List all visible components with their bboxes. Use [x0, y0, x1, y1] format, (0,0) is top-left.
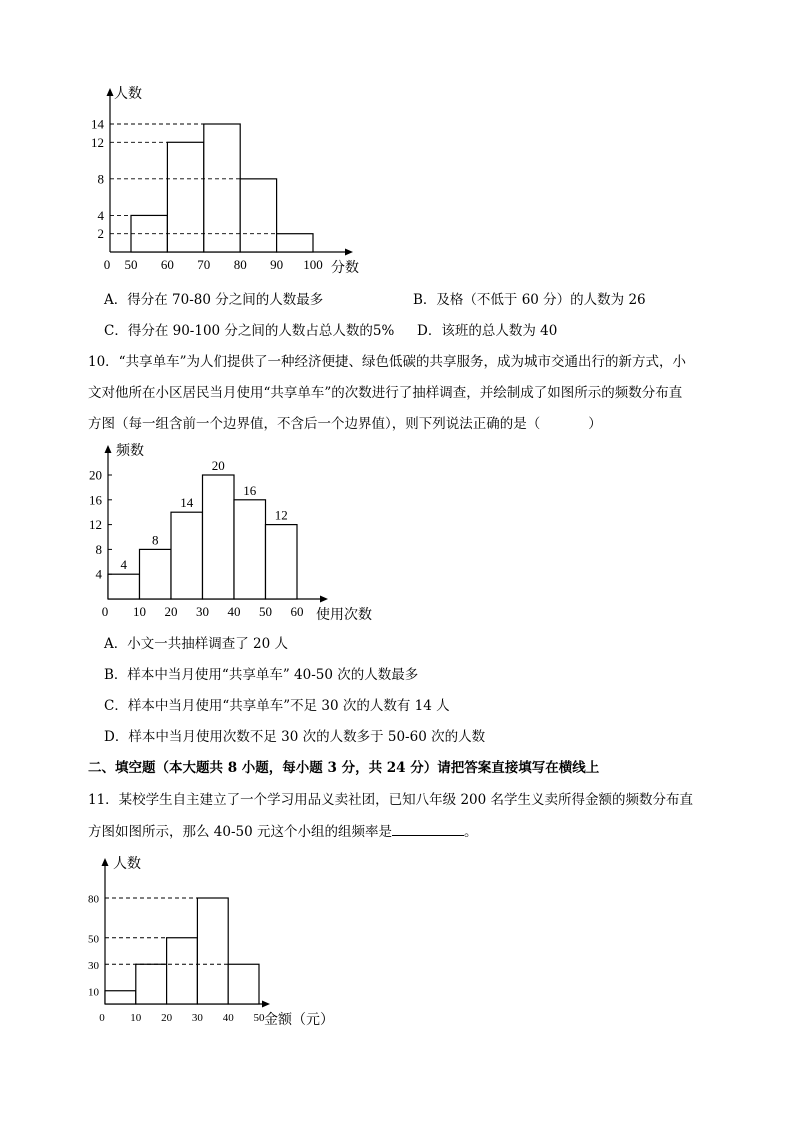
- chart2-x-tick-label: 40: [227, 604, 241, 619]
- chart2-bar: [171, 512, 203, 599]
- chart1-bar: [167, 142, 203, 252]
- histogram-sale-amounts-svg: [0, 850, 794, 1030]
- chart3-x-tick-label: 10: [130, 1012, 142, 1024]
- chart1-x-tick-label: 80: [233, 257, 247, 272]
- chart2-x-tick-label: 10: [133, 604, 146, 619]
- chart2-bar: [140, 549, 172, 599]
- chart2-x-axis-label: 使用次数: [316, 608, 372, 623]
- chart2-bar: [266, 525, 298, 599]
- q11-stem-line2-text: 方图如图所示，那么 40-50 元这个小组的组频率是: [88, 824, 392, 840]
- chart3-bar: [167, 938, 198, 1004]
- chart2-bar: [203, 475, 235, 599]
- chart3-x-tick-label: 20: [161, 1012, 173, 1024]
- q10-option-a: A．小文一共抽样调查了 20 人: [104, 636, 289, 652]
- chart1-y-tick-label: 12: [91, 134, 104, 150]
- chart2-x-tick-label: 60: [290, 604, 304, 619]
- q10-stem-line3-text: 方图（每一组含前一个边界值，不含后一个边界值），则下列说法正确的是（: [88, 416, 541, 432]
- chart2-y-tick-label: 12: [89, 517, 102, 533]
- q11-answer-blank[interactable]: [392, 821, 464, 836]
- chart1-bar: [277, 234, 313, 252]
- chart3-bar: [197, 898, 228, 1004]
- chart3-x-tick-label: 30: [191, 1012, 203, 1024]
- q10-stem-line3-close: ）: [588, 416, 602, 432]
- chart3-x-axis-arrow: [262, 1001, 270, 1008]
- chart3-y-tick-label: 50: [88, 933, 99, 946]
- chart1-y-tick-label: 2: [97, 226, 104, 242]
- chart1-y-tick-label: 14: [91, 116, 104, 132]
- chart2-data-label: 4: [120, 557, 127, 573]
- section-2-title: 二、填空题（本大题共 8 小题，每小题 3 分，共 24 分）请把答案直接填写在横线上: [88, 760, 600, 776]
- chart1-x-tick-label: 90: [270, 257, 284, 272]
- q9-option-c: C．得分在 90-100 分之间的人数占总人数的5%: [104, 323, 395, 339]
- chart2-origin-label: 0: [101, 604, 109, 619]
- histogram-sale-amounts: [0, 850, 794, 1030]
- chart1-x-axis-label: 分数: [331, 261, 359, 276]
- chart1-x-tick-label: 60: [160, 257, 174, 272]
- chart1-bar: [204, 124, 240, 252]
- q9-option-a: A．得分在 70-80 分之间的人数最多: [104, 292, 324, 308]
- chart1-y-tick-label: 8: [97, 171, 104, 187]
- histogram-scores-svg: [0, 0, 794, 290]
- chart2-data-label: 20: [211, 458, 225, 473]
- chart3-x-tick-label: 50: [253, 1012, 265, 1024]
- chart2-bar: [108, 574, 140, 599]
- chart3-x-tick-label: 40: [222, 1012, 234, 1024]
- chart3-bar: [228, 964, 259, 1004]
- q10-option-c: C．样本中当月使用“共享单车”不足 30 次的人数有 14 人: [104, 698, 450, 714]
- chart1-origin-label: 0: [103, 257, 111, 272]
- q11-stem-line1: 11．某校学生自主建立了一个学习用品义卖社团，已知八年级 200 名学生义卖所得金额的频数分布直: [88, 792, 694, 808]
- chart3-origin-label: 0: [99, 1012, 105, 1024]
- chart1-y-tick-label: 4: [97, 207, 104, 223]
- chart2-bar: [234, 500, 266, 599]
- chart1-y-axis-label: 人数: [114, 87, 142, 102]
- histogram-scores: [0, 0, 794, 290]
- chart2-x-tick-label: 20: [164, 604, 178, 619]
- chart3-x-axis-label: 金额（元）: [264, 1013, 334, 1028]
- chart3-bar: [136, 964, 167, 1004]
- chart1-x-tick-label: 100: [303, 257, 323, 272]
- q10-option-b: B．样本中当月使用“共享单车” 40-50 次的人数最多: [104, 667, 419, 683]
- chart2-data-label: 16: [243, 482, 257, 498]
- chart1-bar: [240, 179, 276, 252]
- chart2-x-axis-arrow: [320, 596, 328, 603]
- chart1-x-tick-label: 50: [124, 257, 138, 272]
- chart2-x-tick-label: 50: [259, 604, 272, 619]
- chart3-y-tick-label: 30: [88, 959, 99, 972]
- histogram-bike-usage-svg: [0, 436, 794, 630]
- q10-stem-line2: 文对他所在小区居民当月使用“共享单车”的次数进行了抽样调查，并绘制成了如图所示的频数分布直: [88, 385, 683, 401]
- chart3-y-axis-arrow: [102, 858, 109, 866]
- q9-option-d: D．该班的总人数为 40: [417, 323, 558, 339]
- chart3-y-tick-label: 10: [88, 986, 99, 999]
- chart3-bar: [105, 991, 136, 1004]
- q11-stem-line2: [88, 821, 478, 842]
- chart2-y-tick-label: 8: [95, 541, 102, 557]
- chart1-y-axis-arrow: [107, 88, 114, 96]
- q9-option-b: B．及格（不低于 60 分）的人数为 26: [413, 292, 646, 308]
- chart2-data-label: 12: [274, 507, 288, 523]
- chart3-y-tick-label: 80: [88, 893, 99, 906]
- chart2-y-axis-arrow: [105, 445, 112, 453]
- q11-stem-line2-end: 。: [464, 824, 478, 840]
- chart2-y-axis-label: 频数: [116, 444, 144, 459]
- chart2-y-tick-label: 16: [89, 492, 102, 508]
- chart2-data-label: 14: [180, 495, 194, 511]
- chart2-y-tick-label: 4: [95, 566, 102, 582]
- q10-option-d: D．样本中当月使用次数不足 30 次的人数多于 50-60 次的人数: [104, 729, 486, 745]
- chart2-data-label: 8: [152, 532, 159, 548]
- histogram-bike-usage: [0, 436, 794, 630]
- chart3-y-axis-label: 人数: [113, 857, 141, 872]
- q10-stem-line3: [88, 414, 602, 434]
- chart2-y-tick-label: 20: [89, 467, 102, 483]
- chart2-x-tick-label: 30: [196, 604, 209, 619]
- q10-stem-line1: 10．“共享单车”为人们提供了一种经济便捷、绿色低碳的共享服务，成为城市交通出行的新方式，小: [88, 354, 686, 370]
- chart1-x-tick-label: 70: [197, 257, 211, 272]
- chart1-x-axis-arrow: [345, 249, 353, 256]
